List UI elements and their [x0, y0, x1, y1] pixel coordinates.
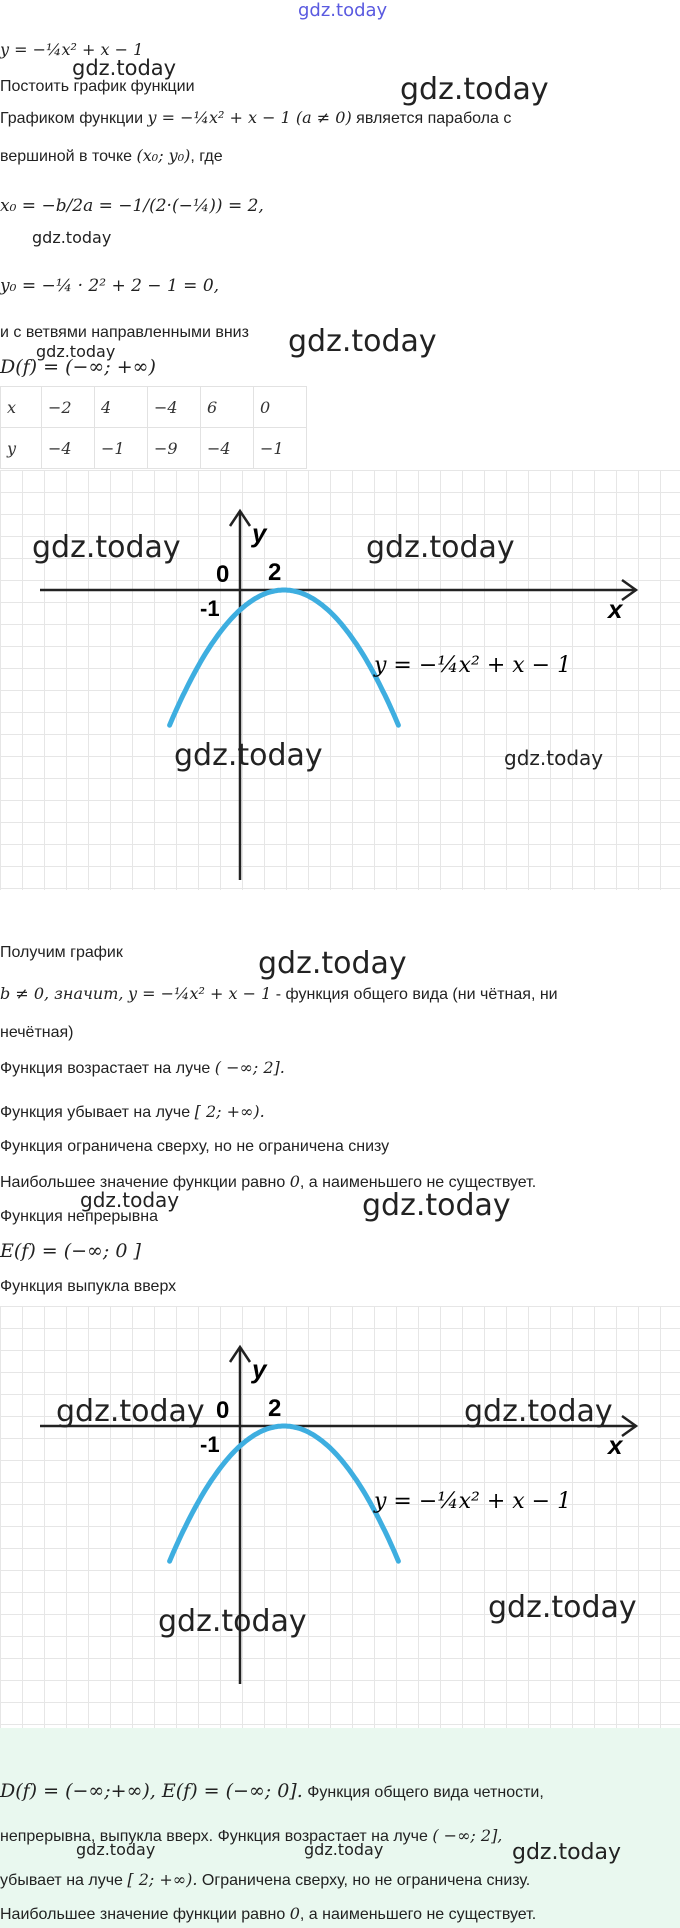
range-formula: E(f) = (−∞; 0 ] — [0, 1240, 141, 1262]
watermark: gdz.today — [56, 1394, 205, 1429]
table-row-label: x — [1, 387, 42, 428]
summary-line-4: Наибольшее значение функции равно 0, а наименьшего не существует. — [0, 1904, 537, 1923]
summary-line-1: D(f) = (−∞;+∞), E(f) = (−∞; 0]. Функция общего вида четности, — [0, 1780, 544, 1802]
table-cell: 4 — [95, 387, 148, 428]
graph-2-svg — [0, 1306, 680, 1728]
label-minus-one: -1 — [200, 596, 220, 621]
axis-label-x: x — [608, 1430, 623, 1460]
table-cell: −1 — [254, 428, 307, 469]
watermark: gdz.today — [504, 746, 604, 770]
table-cell: 0 — [254, 387, 307, 428]
formula-top: y = −¼x² + x − 1 — [0, 40, 144, 59]
table-row — [1, 387, 307, 428]
watermark: gdz.today — [488, 1590, 637, 1625]
table-cell: 6 — [201, 387, 254, 428]
graph-2 — [0, 1306, 680, 1728]
domain-formula: D(f) = (−∞; +∞) — [0, 356, 156, 378]
watermark: gdz.today — [32, 228, 112, 247]
watermark: gdz.today — [512, 1840, 622, 1865]
watermark: gdz.today — [36, 342, 116, 361]
label-minus-one: -1 — [200, 1432, 220, 1457]
vertex-line-2: вершиной в точке (x₀; y₀), где — [0, 146, 223, 165]
label-zero: 0 — [216, 561, 230, 588]
summary-box — [0, 1728, 680, 1928]
table-cell: −4 — [148, 387, 201, 428]
continuous-text: Функция непрерывна — [0, 1208, 159, 1225]
watermark: gdz.today — [362, 1188, 511, 1223]
label-two: 2 — [268, 559, 282, 586]
label-zero: 0 — [216, 1397, 230, 1424]
y0-formula: y₀ = −¼ · 2² + 2 − 1 = 0, — [0, 276, 220, 296]
watermark: gdz.today — [76, 1840, 156, 1859]
get-graph-text: Получим график — [0, 944, 123, 961]
table-cell: −4 — [42, 428, 95, 469]
watermark: gdz.today — [366, 530, 515, 565]
label-two: 2 — [268, 1395, 282, 1422]
watermark: gdz.today — [80, 1188, 180, 1212]
watermark: gdz.today — [400, 72, 549, 107]
task-text: Постоить график функции — [0, 78, 195, 95]
axis-label-y: y — [252, 518, 267, 548]
watermark: gdz.today — [32, 530, 181, 565]
table-cell: −1 — [95, 428, 148, 469]
graph-equation: y = −¼x² + x − 1 — [374, 1489, 572, 1514]
watermark: gdz.today — [464, 1394, 613, 1429]
axis-label-x: x — [608, 594, 623, 624]
table-cell: −4 — [201, 428, 254, 469]
summary-line-3: убывает на луче [ 2; +∞). Ограничена сверху, но не ограничена снизу. — [0, 1870, 531, 1889]
increase-line: Функция возрастает на луче ( −∞; 2]. — [0, 1058, 285, 1077]
watermark-top: gdz.today — [298, 0, 388, 21]
bounded-text: Функция ограничена сверху, но не ограничена снизу — [0, 1138, 390, 1155]
parity-line-2: нечётная) — [0, 1024, 74, 1041]
table-row — [1, 428, 307, 469]
parity-line: b ≠ 0, значит, y = −¼x² + x − 1 - функция общего вида (ни чётная, ни — [0, 984, 558, 1003]
x0-formula: x₀ = −b/2a = −1/(2·(−¼)) = 2, — [0, 196, 264, 216]
axis-label-y: y — [252, 1354, 267, 1384]
graph-equation: y = −¼x² + x − 1 — [374, 653, 572, 678]
vertex-line-1: Графиком функции y = −¼x² + x − 1 (a ≠ 0) является парабола с — [0, 108, 512, 127]
summary-line-2: непрерывна, выпукла вверх. Функция возрастает на луче ( −∞; 2], — [0, 1826, 503, 1845]
watermark: gdz.today — [258, 946, 407, 981]
watermark: gdz.today — [72, 56, 177, 80]
values-table — [0, 386, 307, 469]
graph-1 — [0, 470, 680, 890]
watermark: gdz.today — [304, 1840, 384, 1859]
convex-text: Функция выпукла вверх — [0, 1278, 177, 1295]
table-cell: −2 — [42, 387, 95, 428]
decrease-line: Функция убывает на луче [ 2; +∞). — [0, 1102, 265, 1121]
watermark: gdz.today — [174, 738, 323, 773]
branches-text: и с ветвями направленными вниз — [0, 324, 249, 341]
watermark: gdz.today — [158, 1604, 307, 1639]
table-row-label: y — [1, 428, 42, 469]
watermark: gdz.today — [288, 324, 437, 359]
table-cell: −9 — [148, 428, 201, 469]
max-line: Наибольшее значение функции равно 0, а наименьшего не существует. — [0, 1172, 537, 1191]
